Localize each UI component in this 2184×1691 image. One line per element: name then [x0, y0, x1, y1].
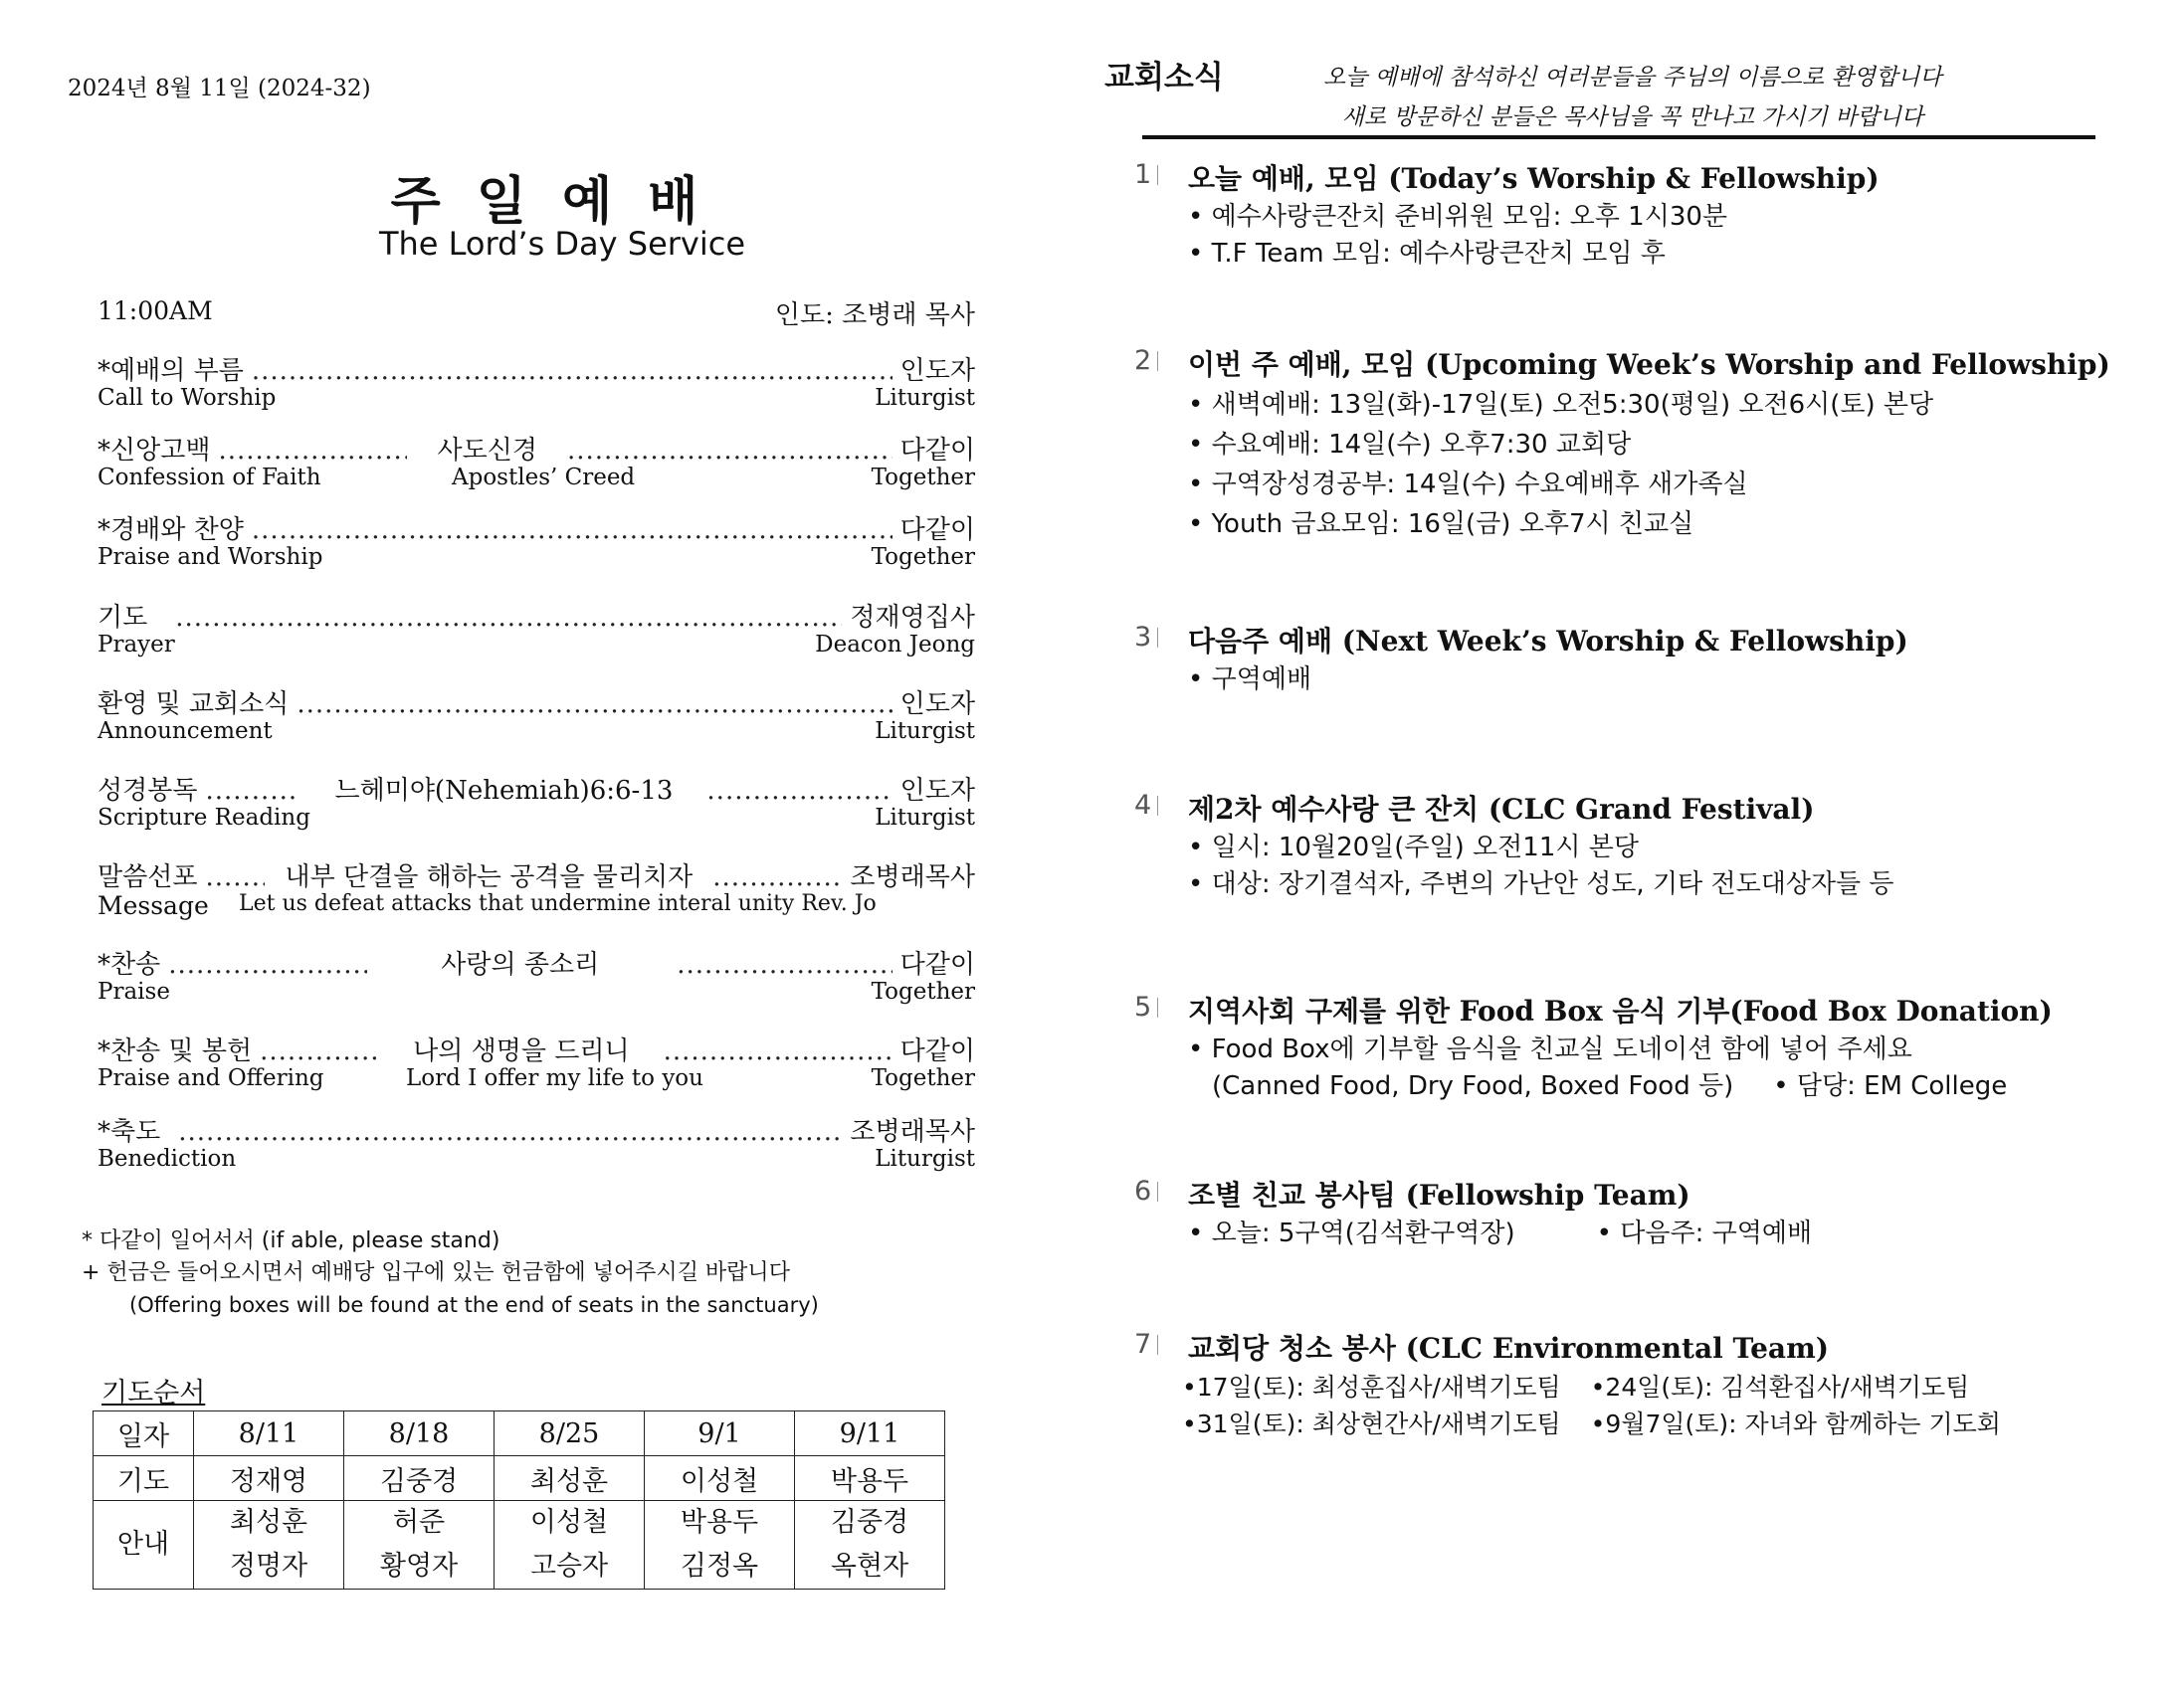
service-title-english: The Lord’s Day Service: [378, 225, 746, 263]
list-item: • 구역예배: [1188, 661, 1311, 698]
table-cell: 박용두 김정옥: [645, 1501, 795, 1590]
section-heading: 다음주 예배 (Next Week’s Worship & Fellowship): [1188, 625, 1908, 658]
table-cell: 김중경 옥현자: [795, 1501, 945, 1590]
order-korean: *찬송: [98, 950, 161, 980]
order-role-english: Together: [871, 979, 975, 1005]
bulletin-date: 2024년 8월 11일 (2024-32): [68, 76, 371, 101]
welcome-message: [1323, 58, 1942, 137]
table-cell: 박용두: [795, 1456, 945, 1501]
list-item: •17일(토): 최성훈집사/새벽기도팀: [1182, 1373, 1561, 1402]
order-english: Prayer: [98, 632, 175, 658]
order-content-english: Apostles’ Creed: [452, 465, 636, 490]
offering-note-english: (Offering boxes will be found at the end of seats in the sanctuary): [129, 1293, 819, 1317]
table-row: [94, 1501, 945, 1590]
list-item: • 담당: EM College: [1773, 1071, 2007, 1101]
order-role: 조병래목사: [850, 1117, 975, 1147]
list-item-continuation: (Canned Food, Dry Food, Boxed Food 등)• 담당: EM College: [1188, 1068, 2007, 1105]
list-item: •24일(토): 김석환집사/새벽기도팀: [1590, 1373, 1970, 1402]
service-leader: 인도: 조병래 목사: [774, 300, 975, 330]
order-english: Message: [98, 891, 209, 920]
table-cell: 9/11: [795, 1411, 945, 1456]
scripture-reference: 느헤미야(Nehemiah)6:6-13: [334, 776, 674, 806]
table-row: [94, 1411, 945, 1456]
section-heading: 조별 친교 봉사팀 (Fellowship Team): [1188, 1179, 1690, 1212]
order-role: 조병래목사: [850, 862, 975, 892]
order-item-announcement: [98, 683, 975, 745]
order-english: Scripture Reading: [98, 805, 310, 831]
section-heading: 지역사회 구제를 위한 Food Box 음식 기부(Food Box Donation): [1188, 995, 2053, 1028]
order-role: 다같이: [899, 950, 975, 980]
order-role-english: Liturgist: [875, 385, 975, 411]
list-item: • 새벽예배: 13일(화)-17일(토) 오전5:30(평일) 오전6시(토) 본당: [1188, 385, 1933, 425]
section-number: 6: [1134, 1176, 1158, 1207]
table-cell: 최성훈: [495, 1456, 645, 1501]
order-role-english: Deacon Jeong: [815, 632, 975, 658]
order-korean: *찬송 및 봉헌: [98, 1036, 253, 1066]
section-number: 3: [1134, 622, 1158, 653]
list-item: • 대상: 장기결석자, 주변의 가난안 성도, 기타 전도대상자들 등: [1188, 866, 1894, 903]
table-cell: 최성훈 정명자: [194, 1501, 344, 1590]
order-role: 정재영집사: [850, 603, 975, 633]
section-heading: 오늘 예배, 모임 (Today’s Worship & Fellowship): [1188, 162, 1880, 195]
welcome-line-2: 새로 방문하신 분들은 목사님을 꼭 만나고 가시기 바랍니다: [1341, 104, 1923, 130]
order-role: 다같이: [899, 436, 975, 466]
list-item: • 오늘: 5구역(김석환구역장): [1188, 1219, 1515, 1248]
order-role-english: Together: [871, 544, 975, 570]
list-item: • Food Box에 기부할 음식을 친교실 도네이션 함에 넣어 주세요: [1188, 1032, 2007, 1068]
order-korean: *신앙고백: [98, 436, 211, 466]
table-cell: 9/1: [645, 1411, 795, 1456]
order-english: Praise: [98, 979, 170, 1005]
section-number: 7: [1134, 1329, 1158, 1360]
list-item: • 일시: 10월20일(주일) 오전11시 본당: [1188, 830, 1894, 866]
table-cell: 이성철: [645, 1456, 795, 1501]
order-korean: *경배와 찬양: [98, 515, 244, 545]
sermon-title: 내부 단결을 해하는 공격을 물리치자: [285, 862, 694, 892]
offering-hymn-title: 나의 생명을 드리니: [413, 1036, 630, 1066]
section-heading: 제2차 예수사랑 큰 잔치 (CLC Grand Festival): [1188, 793, 1815, 826]
order-role-english: Together: [871, 465, 975, 490]
order-korean: 성경봉독: [98, 776, 198, 806]
section-number: 4: [1134, 790, 1158, 821]
list-item: • T.F Team 모임: 예수사랑큰잔치 모임 후: [1188, 236, 1727, 273]
service-notes: [82, 1225, 819, 1321]
guide-label: 안내: [94, 1501, 194, 1590]
order-korean: 말씀선포: [98, 862, 198, 892]
order-role-english: Together: [871, 1065, 975, 1091]
table-cell: 이성철 고승자: [495, 1501, 645, 1590]
order-english: Call to Worship: [98, 385, 277, 411]
service-title-korean: 주일예배: [390, 171, 734, 232]
table-cell: 8/25: [495, 1411, 645, 1456]
offering-hymn-english: Lord I offer my life to you: [406, 1065, 703, 1091]
order-role: 인도자: [899, 356, 975, 386]
order-item-message: [98, 856, 975, 918]
prayer-label: 기도: [94, 1456, 194, 1501]
section-number: 2: [1134, 345, 1158, 376]
order-korean: 환영 및 교회소식: [98, 689, 290, 719]
order-item-praise-worship: [98, 509, 975, 571]
order-item-confession: [98, 430, 975, 491]
order-content: 사도신경: [437, 436, 537, 466]
hymn-title: 사랑의 종소리: [441, 950, 600, 980]
sermon-title-english: Let us defeat attacks that undermine interal unity Rev. Jo: [239, 891, 877, 916]
welcome-line-1: 오늘 예배에 참석하신 여러분들을 주님의 이름으로 환영합니다: [1323, 65, 1942, 91]
table-cell: 허준 황영자: [344, 1501, 495, 1590]
order-role-english: Liturgist: [875, 805, 975, 831]
list-item: •31일(토): 최상현간사/새벽기도팀: [1182, 1409, 1561, 1438]
order-english: Announcement: [98, 718, 273, 744]
stand-note: * 다같이 일어서서 (if able, please stand): [82, 1228, 500, 1253]
order-role-english: Liturgist: [875, 1146, 975, 1172]
order-item-call-to-worship: [98, 350, 975, 412]
order-role-english: Liturgist: [875, 718, 975, 744]
divider: [1142, 135, 2095, 139]
order-role: 다같이: [899, 515, 975, 545]
order-korean: 기도: [98, 603, 148, 633]
table-cell: 8/18: [344, 1411, 495, 1456]
order-item-offering: [98, 1031, 975, 1092]
prayer-schedule-title: 기도순서: [101, 1378, 206, 1409]
table-cell: 김중경: [344, 1456, 495, 1501]
list-item: • Youth 금요모임: 16일(금) 오후7시 친교실: [1188, 504, 1933, 544]
order-korean: *축도: [98, 1117, 161, 1147]
service-time: 11:00AM: [98, 296, 213, 325]
date-label: 일자: [94, 1411, 194, 1456]
list-item: •9월7일(토): 자녀와 함께하는 기도회: [1590, 1409, 2001, 1438]
order-english: Praise and Offering: [98, 1065, 324, 1091]
order-english: Praise and Worship: [98, 544, 323, 570]
order-role: 다같이: [899, 1036, 975, 1066]
list-item: • 구역장성경공부: 14일(수) 수요예배후 새가족실: [1188, 465, 1933, 504]
section-number: 5: [1134, 992, 1158, 1023]
table-cell: 8/11: [194, 1411, 344, 1456]
table-cell: 정재영: [194, 1456, 344, 1501]
order-english: Confession of Faith: [98, 465, 321, 490]
order-role: 인도자: [899, 689, 975, 719]
section-heading: 이번 주 예배, 모임 (Upcoming Week’s Worship and Fellowship): [1188, 348, 2110, 381]
order-item-benediction: [98, 1111, 975, 1173]
order-role: 인도자: [899, 776, 975, 806]
section-heading: 교회당 청소 봉사 (CLC Environmental Team): [1188, 1332, 1829, 1365]
order-item-prayer: [98, 597, 975, 658]
prayer-schedule-table: [93, 1410, 945, 1590]
order-item-scripture: [98, 770, 975, 832]
list-item: • 다음주: 구역예배: [1597, 1219, 1812, 1248]
offering-note: + 헌금은 들어오시면서 예배당 입구에 있는 헌금함에 넣어주시길 바랍니다: [82, 1260, 790, 1285]
news-title: 교회소식: [1104, 60, 1224, 95]
table-row: [94, 1456, 945, 1501]
list-item: • 수요예배: 14일(수) 오후7:30 교회당: [1188, 425, 1933, 465]
order-english: Benediction: [98, 1146, 237, 1172]
list-item: • 예수사랑큰잔치 준비위원 모임: 오후 1시30분: [1188, 199, 1727, 236]
order-item-hymn: [98, 944, 975, 1006]
order-korean: *예배의 부름: [98, 356, 244, 386]
section-number: 1: [1134, 159, 1158, 190]
